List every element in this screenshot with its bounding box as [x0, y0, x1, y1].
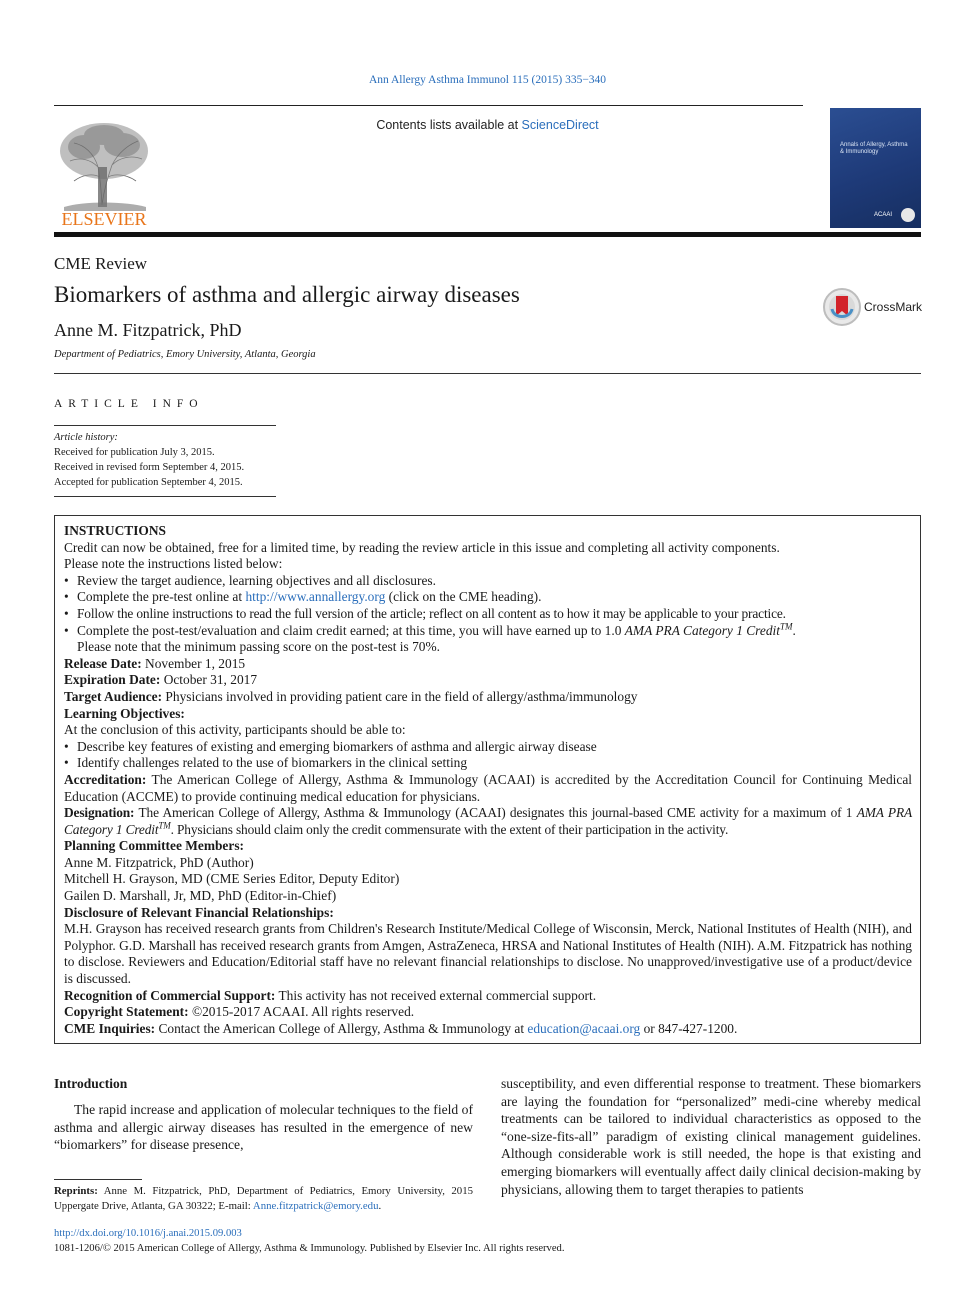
cme-inquiries-label: CME Inquiries: — [64, 1020, 156, 1036]
contents-line — [0, 118, 975, 132]
accreditation — [64, 772, 912, 805]
history-item: Received in revised form September 4, 2015. — [54, 462, 245, 473]
instruction-bullet: • Review the target audience, learning objectives and all disclosures. — [64, 573, 912, 590]
instruction-bullet — [64, 589, 912, 606]
reprints-label: Reprints: — [54, 1185, 98, 1197]
target-audience-value: Physicians involved in providing patient care in the field of allergy/asthma/immunology — [162, 688, 638, 704]
committee-member: Mitchell H. Grayson, MD (CME Series Editor, Deputy Editor) — [64, 871, 400, 887]
article-type: CME Review — [54, 254, 148, 273]
instructions-heading: INSTRUCTIONS — [64, 523, 166, 538]
acaai-email-link[interactable]: education@acaai.org — [527, 1020, 641, 1036]
credit-name: AMA PRA Category 1 Credit — [64, 805, 912, 837]
designation-text: The American College of Allergy, Asthma & Immunology (ACAAI) designates this journal-based CME activity for a maximum of 1 — [134, 805, 857, 821]
designation-label: Designation: — [64, 805, 135, 821]
copyright-statement — [64, 1004, 912, 1021]
copyright-statement-value: ©2015-2017 ACAAI. All rights reserved. — [188, 1004, 415, 1020]
instructions-intro: Credit can now be obtained, free for a limited time, by reading the review article in this issue and completing all activity components. — [64, 539, 780, 555]
commercial-support — [64, 988, 912, 1005]
cover-title-line: & Immunology — [840, 149, 879, 155]
bullet-text: Complete the post-test/evaluation and claim credit earned; at this time, you will have earned up to 1.0 — [77, 622, 625, 638]
cme-inquiries — [64, 1021, 912, 1038]
history-label: Article history: — [54, 432, 118, 443]
disclosure-label: Disclosure of Relevant Financial Relationships: — [64, 904, 334, 920]
right-column-text: susceptibility, and even differential response to treatment. These biomarkers are laying the foundation for “personalized” medi-cine whereby medical treatments can be tailored to individual characteristics as opposed to the “one-size-fits-all” paradigm of existing clinical management guidelines. Although considerable work is still needed, the hope is that existing and emerging biomarkers will eventually affect daily clinical decision-making by physicians, allowing them to target therapies to patients — [501, 1076, 921, 1197]
history-item: Accepted for publication September 4, 2015. — [54, 477, 243, 488]
article-info-heading: ARTICLE INFO — [54, 398, 204, 410]
cover-seal-icon — [901, 208, 915, 222]
crossmark-icon — [822, 287, 862, 327]
trademark: TM — [779, 621, 793, 632]
expiration-date-label: Expiration Date: — [64, 672, 161, 688]
committee-member: Anne M. Fitzpatrick, PhD (Author) — [64, 854, 254, 870]
journal-cover[interactable] — [830, 108, 921, 228]
article-history — [54, 430, 244, 490]
history-divider — [54, 496, 276, 497]
expiration-date — [64, 672, 912, 689]
objectives-intro: At the conclusion of this activity, participants should be able to: — [64, 722, 406, 738]
designation — [64, 805, 912, 838]
cover-title-line: Annals of Allergy, Asthma — [840, 142, 908, 148]
reprints-text: . — [378, 1200, 382, 1213]
passing-score-note: Please note that the minimum passing score on the post-test is 70%. — [77, 639, 440, 655]
svg-text:ELSEVIER: ELSEVIER — [61, 209, 147, 229]
copyright-line: 1081-1206/© 2015 American College of Allergy, Asthma & Immunology. Published by Elsevier Inc. All rights reserved. — [54, 1243, 565, 1254]
affiliation-divider — [54, 373, 921, 374]
article-info-divider — [54, 425, 276, 426]
objective-bullet: • Describe key features of existing and emerging biomarkers of asthma and allergic airway disease — [64, 739, 912, 756]
introduction-paragraph: The rapid increase and application of molecular techniques to the field of asthma and allergic airway diseases has resulted in the emergence of new “biomarkers” for disease presence, — [54, 1102, 473, 1153]
contents-prefix: Contents lists available at — [376, 118, 522, 132]
instruction-bullet — [64, 623, 912, 640]
disclosure-text: M.H. Grayson has received research grants from Children's Research Institute/Medical College of Wisconsin, Merck, National Institutes of Health (NIH), and Polyphor. G.D. Marshall has received research grants from Amgen, AstraZeneca, HRSA and National Institutes of Health (NIH). A.M. Fitzpatrick has nothing to disclose. Reviewers and Education/Editorial staff have no relevant financial relationships to disclose. No unapproved/investigative use of a product/device is discussed. — [64, 921, 912, 987]
sciencedirect-link[interactable]: ScienceDirect — [521, 118, 599, 132]
trademark: TM — [158, 820, 171, 831]
committee-member: Gailen D. Marshall, Jr, MD, PhD (Editor-in-Chief) — [64, 888, 337, 904]
instructions-note: Please note the instructions listed below: — [64, 556, 283, 572]
cme-instructions-content — [64, 523, 912, 1037]
bullet-text: (click on the CME heading). — [385, 589, 542, 605]
expiration-date-value: October 31, 2017 — [160, 672, 258, 688]
reprints-text: Anne M. Fitzpatrick, PhD, Department of Pediatrics, Emory University, 2015 Uppergate Drive, Atlanta, GA 30322; E-mail: — [54, 1185, 473, 1213]
commercial-support-label: Recognition of Commercial Support: — [64, 987, 276, 1003]
article-title: Biomarkers of asthma and allergic airway diseases — [54, 282, 520, 307]
designation-text: . Physicians should claim only the credit commensurate with the extent of their participation in the activity. — [170, 821, 729, 837]
history-item: Received for publication July 3, 2015. — [54, 447, 215, 458]
target-audience — [64, 689, 912, 706]
objective-bullet: • Identify challenges related to the use of biomarkers in the clinical setting — [64, 755, 912, 772]
accreditation-label: Accreditation: — [64, 771, 147, 787]
commercial-support-value: This activity has not received external commercial support. — [275, 987, 597, 1003]
instruction-bullet: • Follow the online instructions to read the full version of the article; reflect on all content as to how it may be applicable to your practice. — [64, 606, 912, 623]
introduction-heading: Introduction — [54, 1076, 128, 1091]
release-date-value: November 1, 2015 — [141, 655, 246, 671]
author-affiliation: Department of Pediatrics, Emory University, Atlanta, Georgia — [54, 349, 316, 360]
accreditation-value: The American College of Allergy, Asthma & Immunology (ACAAI) is accredited by the Accreditation Council for Continuing Medical Education (ACCME) to provide continuing medical education for physicians. — [64, 771, 912, 804]
cme-inquiries-text: Contact the American College of Allergy, Asthma & Immunology at — [155, 1020, 528, 1036]
reprints-footnote — [54, 1184, 473, 1215]
author-name: Anne M. Fitzpatrick, PhD — [54, 320, 242, 340]
annallergy-link[interactable]: http://www.annallergy.org — [245, 589, 386, 605]
copyright-statement-label: Copyright Statement: — [64, 1004, 189, 1020]
elsevier-logo — [54, 117, 154, 229]
crossmark-badge[interactable] — [822, 287, 932, 327]
planning-committee-label: Planning Committee Members: — [64, 838, 244, 854]
target-audience-label: Target Audience: — [64, 688, 163, 704]
release-date — [64, 656, 912, 673]
journal-reference[interactable]: Ann Allergy Asthma Immunol 115 (2015) 335−340 — [368, 74, 607, 86]
credit-name: AMA PRA Category 1 Credit — [624, 622, 780, 638]
doi-link[interactable]: http://dx.doi.org/10.1016/j.anai.2015.09.003 — [54, 1228, 242, 1239]
crossmark-label: CrossMark — [864, 300, 923, 314]
cover-footer: ACAAI — [874, 212, 893, 218]
bullet-text: Complete the pre-test online at — [77, 589, 246, 605]
bullet-text: . — [792, 622, 796, 638]
learning-objectives-label: Learning Objectives: — [64, 705, 185, 721]
header-divider — [54, 105, 803, 106]
cme-inquiries-text: or 847-427-1200. — [640, 1020, 738, 1036]
footnote-divider — [54, 1179, 142, 1180]
author-email-link[interactable]: Anne.fitzpatrick@emory.edu — [252, 1200, 379, 1213]
release-date-label: Release Date: — [64, 655, 142, 671]
header-thick-divider — [54, 232, 921, 237]
